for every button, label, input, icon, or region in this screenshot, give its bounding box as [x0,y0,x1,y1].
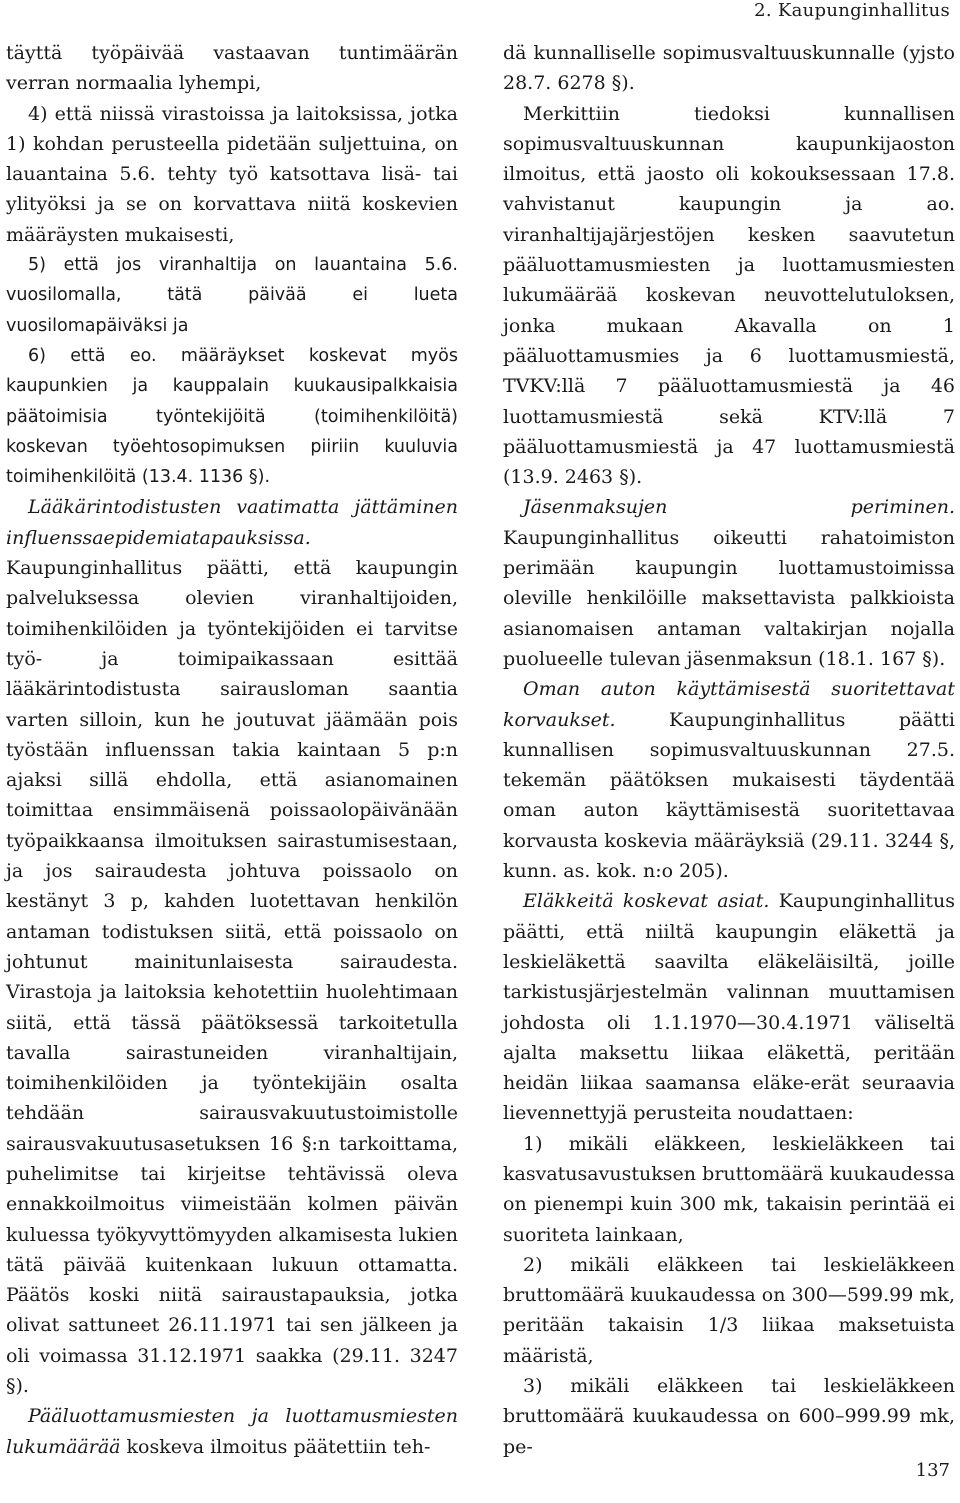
section-paragraph [503,886,955,1128]
list-item: 1) mikäli eläkkeen, leskieläkkeen tai kasvatusavustuksen bruttomäärä kuukaudessa on pienempi kuin 300 mk, takaisin perintää ei suoriteta lainkaan, [503,1132,955,1246]
section-body: Kaupunginhallitus päätti, että niiltä kaupungin eläkettä ja leskieläkettä saavilta eläkeläisiltä, joille tarkistusjärjestelmän valinnan muuttamisen johdosta oli 1.1.1970—30.4.1971 väliseltä ajalta maksettu liikaa eläkettä, peritään heidän liikaa saamansa eläke-erät seuraavia lievennettyjä perusteita noudattaen: [503,890,955,1125]
page-number: 137 [915,1460,950,1481]
paragraph: täyttä työpäivää vastaavan tuntimäärän verran normaalia lyhempi, [6,42,458,95]
section-title: Jäsenmaksujen periminen. [523,496,955,519]
list-item: 2) mikäli eläkkeen tai leskieläkkeen bruttomäärä kuukaudessa on 300—599.99 mk, peritään takaisin 1/3 liikaa maksetuista määristä, [503,1253,955,1367]
section-body: Kaupunginhallitus oikeutti rahatoimiston perimään kaupungin luottamustoimissa oleville henkilöille maksettavista palkkioista asianomaisen antaman valtakirjan nojalla puolueelle tulevan jäsenmaksun (18.1. 167 §). [503,526,955,670]
paragraph: 6) että eo. määräykset koskevat myös kaupunkien ja kauppalain kuukausipalkkaisia päätoimisia työntekijöitä (toimihenkilöitä) koskevan työehtosopimuksen piiriin kuuluvia toimihenkilöitä (13.4. 1136 §). [6,345,458,488]
paragraph: dä kunnalliselle sopimusvaltuuskunnalle (yjsto 28.7. 6278 §). [503,42,955,95]
section-title: Lääkärintodistusten vaatimatta jättäminen influenssaepidemiatapauksissa. [6,496,458,549]
right-column [503,38,955,1462]
section-title: Pääluottamusmiesten ja luottamusmiesten lukumäärää [6,1405,458,1458]
section-paragraph [503,674,955,886]
section-body: Kaupunginhallitus päätti kunnallisen sopimusvaltuuskunnan 27.5. tekemän päätöksen mukaisesti täydentää oman auton käyttämisestä suoritettavaa korvausta koskevia määräyksiä (29.11. 3244 §, kunn. as. kok. n:o 205). [503,708,955,883]
running-head: 2. Kaupunginhallitus [754,0,950,21]
section-body: Kaupunginhallitus päätti, että kaupungin palveluksessa olevien viranhaltijoiden, toimihenkilöiden ja työntekijöiden ei tarvitse työ- ja toimipaikassaan esittää lääkärintodistusta sairausloman saantia varten silloin, kun he joutuvat jäämään pois työstään influenssan takia kaintaan 5 p:n ajaksi sillä ehdolla, että asianomainen toimittaa ensimmäisenä poissaolopäivänään työpaikkaansa ilmoituksen sairastumisestaan, ja jos sairaudesta johtuva poissaolo on kestänyt 3 p, kahden luotettavan henkilön antaman todistuksen siitä, että poissaolo on johtunut mainitunlaisesta sairaudesta. Virastoja ja laitoksia kehotettiin huolehtimaan siitä, että tässä päätöksessä tarkoitetulla tavalla sairastuneiden viranhaltijain, toimihenkilöiden ja työntekijäin osalta tehdään sairausvakuutustoimistolle sairausvakuutusasetuksen 16 §:n tarkoittama, puhelimitse tai kirjeitse tehtävissä oleva ennakkoilmoitus viimeistään kolmen päivän kuluessa työkyvyttömyyden alkamisesta lukien tätä päivää kuitenkaan lukuun ottamatta. Päätös koski niitä sairaustapauksia, jotka olivat sattuneet 26.11.1971 tai sen jälkeen ja oli voimassa 31.12.1971 saakka (29.11. 3247 §). [6,557,458,1398]
section-title: Eläkkeitä koskevat asiat. [523,890,770,913]
section-paragraph [6,1401,458,1462]
paragraph: Merkittiin tiedoksi kunnallisen sopimusvaltuuskunnan kaupunkijaoston ilmoitus, että jaosto oli kokouksessaan 17.8. vahvistanut kaupungin ja ao. viranhaltijajärjestöjen kesken saavutetun pääluottamusmiesten ja luottamusmiesten lukumäärää koskevan neuvottelutuloksen, jonka mukaan Akavalla on 1 pääluottamusmies ja 6 luottamusmiestä, TVKV:llä 7 pääluottamusmiestä ja 46 luottamusmiestä sekä KTV:llä 7 pääluottamusmiestä ja 47 luottamusmiestä (13.9. 2463 §). [503,102,955,489]
section-paragraph [503,492,955,674]
paragraph: 5) että jos viranhaltija on lauantaina 5.6. vuosilomalla, tätä päivää ei lueta vuosilomapäiväksi ja [6,255,458,336]
list-item: 3) mikäli eläkkeen tai leskieläkkeen bruttomäärä kuukaudessa on 600–999.99 mk, pe- [503,1375,955,1458]
section-body: koskeva ilmoitus päätettiin teh- [126,1435,431,1458]
left-column [6,38,458,1462]
paragraph: 4) että niissä virastoissa ja laitoksissa, jotka 1) kohdan perusteella pidetään suljettuina, on lauantaina 5.6. tehty työ katsottava lisä- tai ylityöksi ja se on korvattava niitä koskevien määräysten mukaisesti, [6,102,458,246]
section-title: Oman auton käyttämisestä suoritettavat korvaukset. [503,678,955,731]
section-paragraph [6,492,458,1401]
